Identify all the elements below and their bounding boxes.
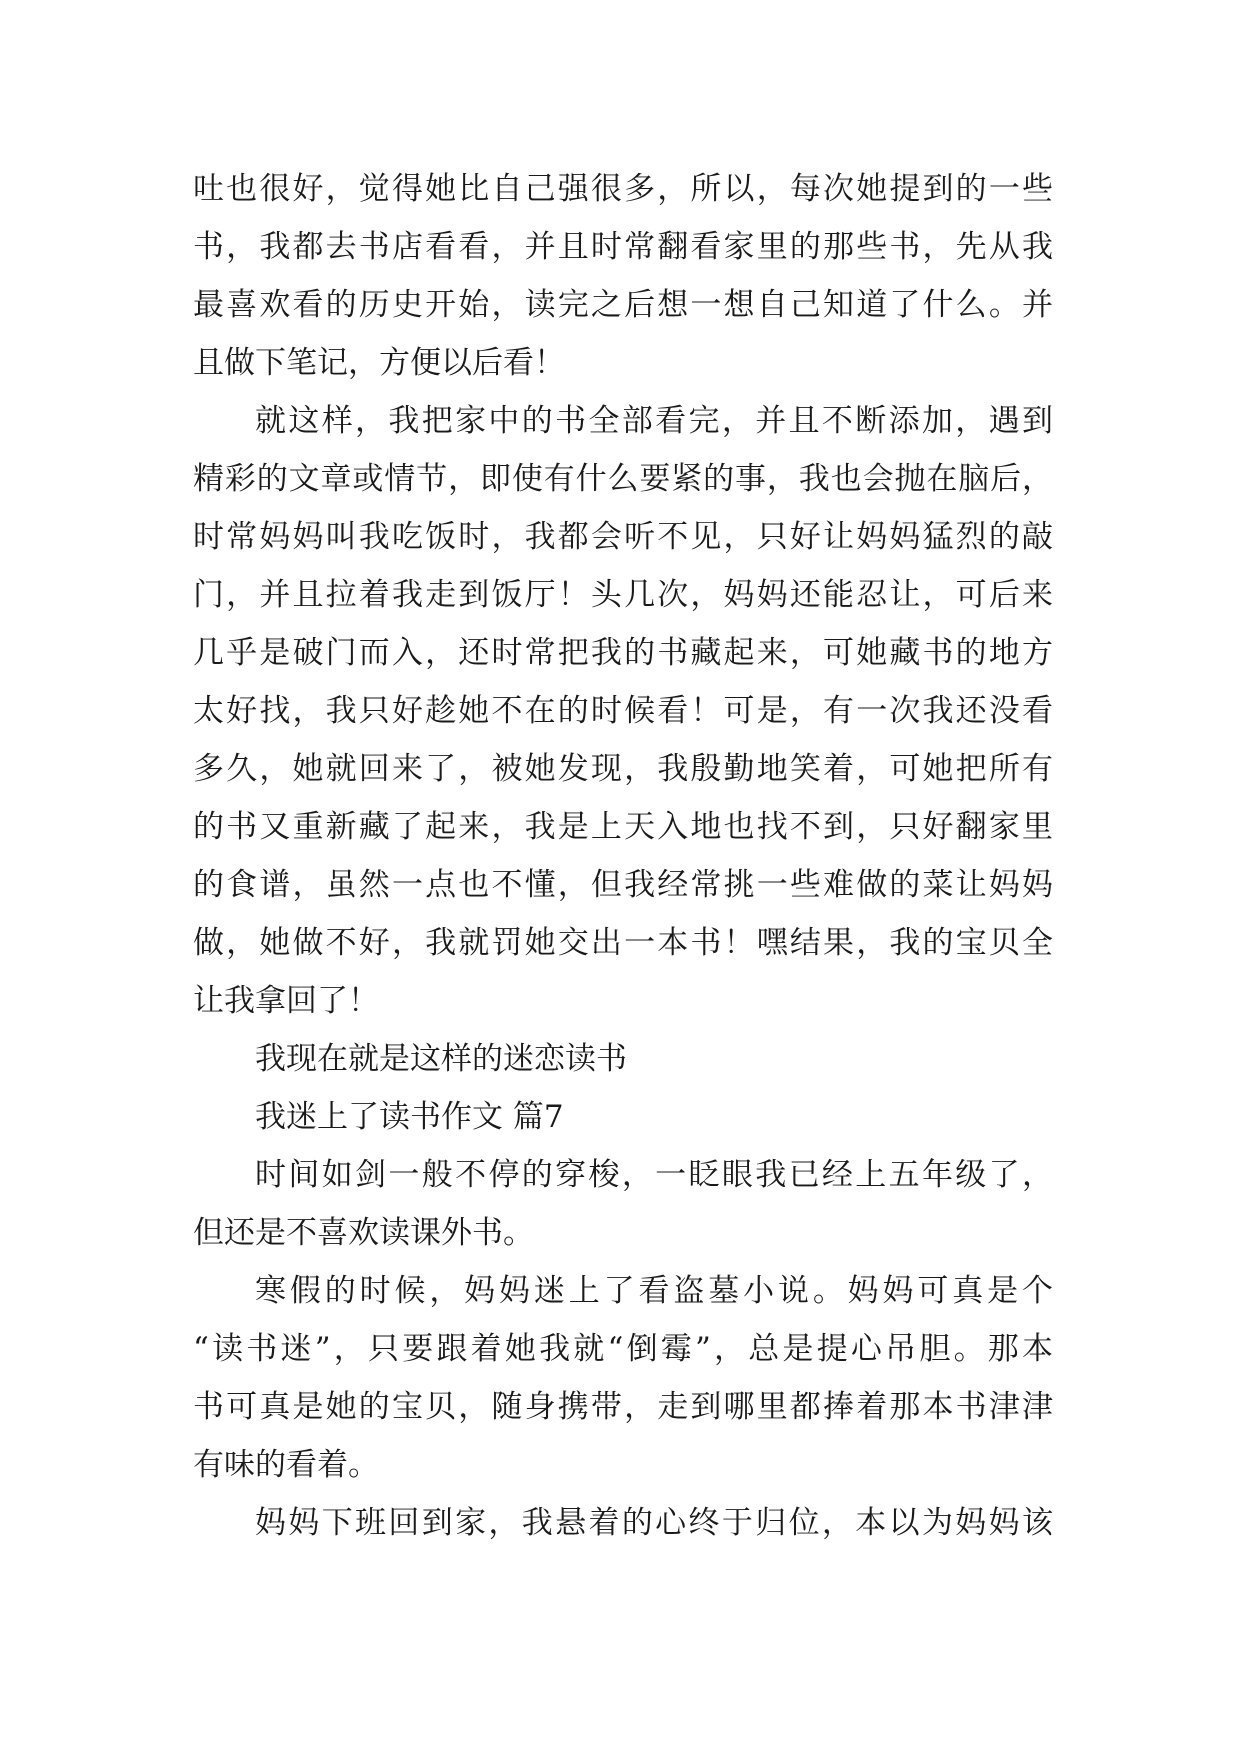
text-line: 寒假的时候，妈妈迷上了看盗墓小说。妈妈可真是个 <box>255 1273 1053 1309</box>
text-line: 精彩的文章或情节，即使有什么要紧的事，我也会抛在脑后， <box>193 461 1053 497</box>
text-line: 妈妈下班回到家，我悬着的心终于归位，本以为妈妈该 <box>255 1505 1053 1541</box>
text-line: 太好找，我只好趁她不在的时候看！可是，有一次我还没看 <box>193 693 1053 729</box>
text-line: 书可真是她的宝贝，随身携带，走到哪里都捧着那本书津津 <box>193 1389 1053 1425</box>
text-line: 时间如剑一般不停的穿梭，一眨眼我已经上五年级了， <box>255 1157 1053 1193</box>
text-line: 书，我都去书店看看，并且时常翻看家里的那些书，先从我 <box>193 229 1053 265</box>
text-line: 有味的看着。 <box>193 1447 379 1483</box>
text-line: “读书迷”，只要跟着她我就“倒霉”，总是提心吊胆。那本 <box>193 1331 1053 1367</box>
text-line: 多久，她就回来了，被她发现，我殷勤地笑着，可她把所有 <box>193 751 1053 787</box>
document-body <box>193 160 1053 1552</box>
text-line: 就这样，我把家中的书全部看完，并且不断添加，遇到 <box>255 403 1053 439</box>
text-line: 的食谱，虽然一点也不懂，但我经常挑一些难做的菜让妈妈 <box>193 867 1053 903</box>
text-line: 让我拿回了！ <box>193 983 379 1019</box>
text-line: 且做下笔记，方便以后看！ <box>193 345 565 381</box>
text-line: 时常妈妈叫我吃饭时，我都会听不见，只好让妈妈猛烈的敲 <box>193 519 1053 555</box>
text-line: 门，并且拉着我走到饭厅！头几次，妈妈还能忍让，可后来 <box>193 577 1053 613</box>
text-line: 最喜欢看的历史开始，读完之后想一想自己知道了什么。并 <box>193 287 1053 323</box>
text-line: 的书又重新藏了起来，我是上天入地也找不到，只好翻家里 <box>193 809 1053 845</box>
text-line: 几乎是破门而入，还时常把我的书藏起来，可她藏书的地方 <box>193 635 1053 671</box>
text-line: 做，她做不好，我就罚她交出一本书！嘿结果，我的宝贝全 <box>193 925 1053 961</box>
text-line: 我现在就是这样的迷恋读书 <box>255 1041 627 1077</box>
text-line: 但还是不喜欢读课外书。 <box>193 1215 534 1251</box>
text-line: 吐也很好，觉得她比自己强很多，所以，每次她提到的一些 <box>193 171 1053 207</box>
section-title: 我迷上了读书作文 篇7 <box>255 1099 564 1135</box>
